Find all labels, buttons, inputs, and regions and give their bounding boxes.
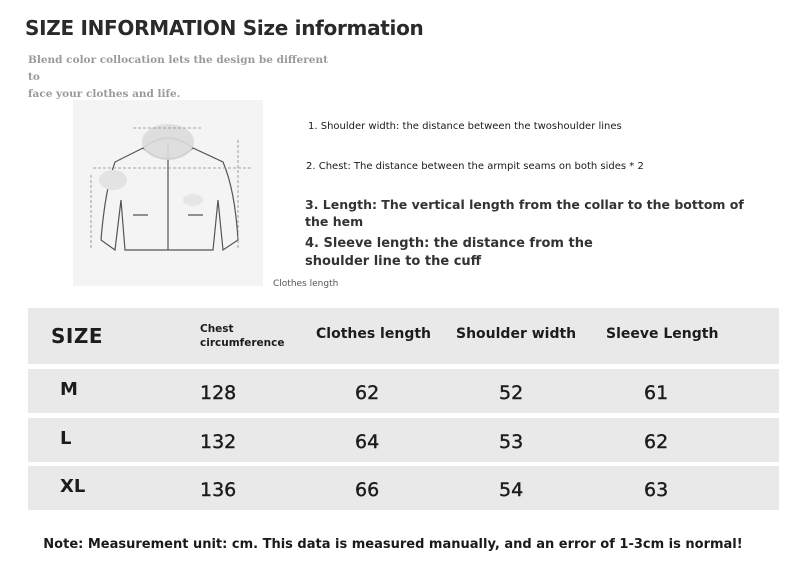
page-title: SIZE INFORMATION Size information [25, 16, 424, 40]
table-row [28, 369, 779, 413]
note-chest: 2. Chest: The distance between the armpit seams on both sides * 2 [306, 161, 644, 172]
subtitle-line: face your clothes and life. [28, 88, 181, 100]
note-shoulder-width: 1. Shoulder width: the distance between the twoshoulder lines [308, 121, 622, 132]
chest-cell: 132 [200, 431, 237, 453]
subtitle-line: Blend color collocation lets the design be different to [28, 54, 328, 83]
sleeve-cell: 63 [644, 479, 669, 501]
jacket-sketch-image [73, 100, 339, 289]
clothes-length-label: Clothes length [273, 279, 339, 289]
length-cell: 64 [355, 431, 380, 453]
table-header [28, 308, 779, 364]
shoulder-cell: 54 [499, 479, 524, 501]
jacket-sketch-drawing [73, 100, 263, 286]
size-cell: XL [60, 476, 86, 497]
measurement-footer-note: Note: Measurement unit: cm. This data is measured manually, and an error of 1-3cm is normal! [43, 537, 743, 552]
table-row [28, 418, 779, 462]
header-sleeve-length: Sleeve Length [606, 326, 719, 342]
shoulder-cell: 52 [499, 382, 524, 404]
size-cell: L [60, 428, 72, 449]
chest-cell: 136 [200, 479, 237, 501]
note-length: 3. Length: The vertical length from the collar to the bottom of the hem [305, 197, 744, 229]
chest-cell: 128 [200, 382, 237, 404]
sleeve-cell: 62 [644, 431, 669, 453]
note-sleeve-length: 4. Sleeve length: the distance from the shoulder line to the cuff [305, 236, 593, 269]
subtitle [28, 52, 328, 103]
length-cell: 62 [355, 382, 380, 404]
table-row [28, 466, 779, 510]
header-shoulder-width: Shoulder width [456, 326, 577, 342]
shoulder-cell: 53 [499, 431, 524, 453]
header-size: SIZE [51, 324, 104, 348]
header-chest: Chest circumference [200, 323, 285, 349]
length-cell: 66 [355, 479, 380, 501]
size-cell: M [60, 379, 78, 400]
header-clothes-length: Clothes length [316, 326, 431, 342]
sleeve-cell: 61 [644, 382, 669, 404]
